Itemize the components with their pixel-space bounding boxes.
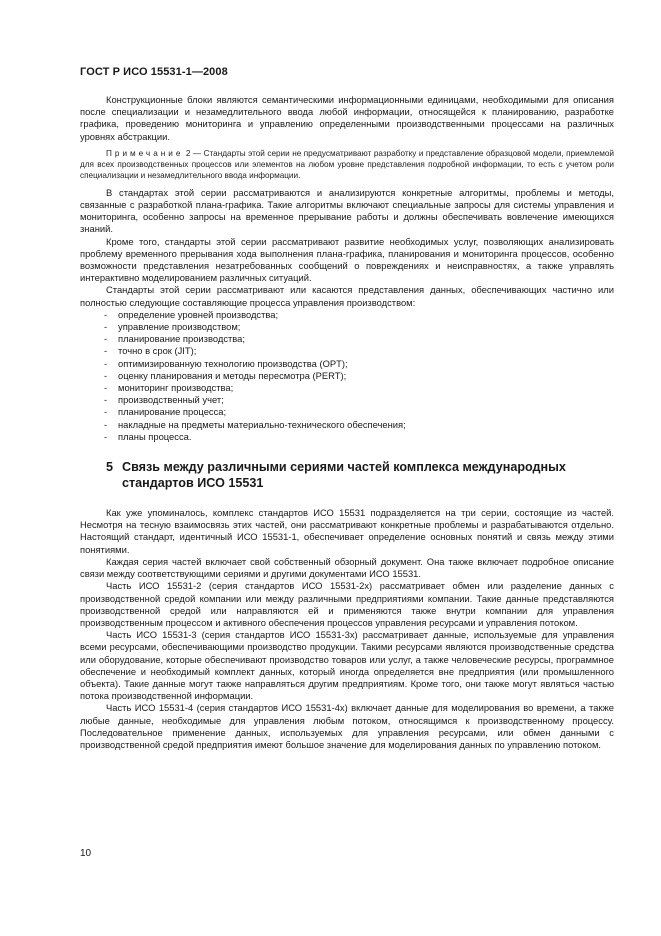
section-title: Связь между различными сериями частей комплекса международных стандартов ИСО 15531: [122, 460, 566, 491]
list-dash: -: [104, 345, 108, 357]
list-dash: -: [104, 418, 108, 430]
list-dash: -: [104, 308, 108, 320]
list-item: - оценку планирования и методы пересмотра (PERT);: [104, 369, 347, 381]
list-dash: -: [104, 406, 108, 418]
paragraph: Как уже упоминалось, комплекс стандартов ИСО 15531 подразделяется на три серии, состоящие из частей. Несмотря на тесную взаимосвязь этих частей, они рассматривают конкретные проблемы и разрабатываются отдельно. Настоящий стандарт, идентичный ИСО 15531-1, обеспечивает определение основных понятий и связь между этими понятиями.: [80, 507, 614, 555]
paragraph: Часть ИСО 15531-2 (серия стандартов ИСО 15531-2х) рассматривает обмен или разделение данных с производственной средой компании или между различными предприятиями компании. Такие данные представляются производственной средой или направляются ей и применяются также внутри компании для управления производственным процессом и активного обеспечения процессов управления ресурсами и управления потоком.: [80, 580, 614, 628]
note-text: 2 — Стандарты этой серии не предусматривают разработку и представление образцовой модели, приемлемой для всех производственных процессов или элементов на любом уровне представления подробной информации, то есть с учетом роли специализации и незамедлительного ввода информации.: [80, 148, 614, 180]
section-number: 5: [106, 460, 114, 475]
page-number: 10: [80, 848, 92, 859]
list-item: - управление производством;: [104, 321, 241, 333]
list-dash: -: [104, 430, 108, 442]
process-list: [80, 309, 614, 443]
list-item: - накладные на предметы материально-технического обеспечения;: [104, 418, 406, 430]
body-text: [80, 94, 614, 751]
list-dash: -: [104, 321, 108, 333]
list-item: - производственный учет;: [104, 394, 224, 406]
list-item: - оптимизированную технологию производства (OPT);: [104, 357, 348, 369]
standard-header: ГОСТ Р ИСО 15531-1—2008: [80, 66, 228, 78]
paragraph: Стандарты этой серии рассматривают или касаются представления данных, обеспечивающих частично или полностью следующие составляющие процесса управления производством:: [80, 284, 614, 308]
note: [80, 148, 614, 181]
list-item: - планирование производства;: [104, 333, 245, 345]
section-heading: [106, 459, 614, 491]
paragraph: Часть ИСО 15531-3 (серия стандартов ИСО 15531-3х) рассматривает данные, используемые для управления всеми ресурсами, обеспечивающими производство продукции. Такими ресурсами являются производственные средства или оборудование, которые обеспечивают производство товаров или услуг, а также человеческие ресурсы, программное обеспечение и необходимый комплект данных, который иногда определяется вне предприятия (или промышленного объекта). Такие данные могут также направляться другим предприятиям. Кроме того, они также могут являться частью потока производственной информации.: [80, 629, 614, 702]
paragraph: Часть ИСО 15531-4 (серия стандартов ИСО 15531-4х) включает данные для моделирования во времени, а также любые данные, необходимые для управления любым потоком, относящимся к производственному процессу. Последовательное применение данных, используемых для управления ресурсами, или обмен данными с производственной средой предприятия имеют большое значение для моделирования данных по управлению потоком.: [80, 702, 614, 750]
list-dash: -: [104, 357, 108, 369]
list-item: - мониторинг производства;: [104, 382, 234, 394]
paragraph: Кроме того, стандарты этой серии рассматривают развитие необходимых услуг, позволяющих анализировать проблему временного прерывания хода выполнения плана-графика, планирования и мониторинга процессов, особенно возможности представления незатребованных сообщений о повреждениях и неисправностях, а также управлять интерактивно моделированием различных ситуаций.: [80, 235, 614, 284]
note-label: Примечание: [106, 148, 184, 158]
list-dash: -: [104, 333, 108, 345]
paragraph: Конструкционные блоки являются семантическими информационными единицами, необходимыми для описания после специализации и незамедлительного ввода любой информации, относящейся к планированию, разработке графика, проведению мониторинга и управлению определенными производственными процессами на различных уровнях абстракции.: [80, 94, 614, 142]
list-item: - точно в срок (JIT);: [104, 345, 197, 357]
list-dash: -: [104, 394, 108, 406]
list-item: - планы процесса.: [104, 430, 192, 442]
list-dash: -: [104, 382, 108, 394]
list-item: - планирование процесса;: [104, 406, 227, 418]
list-item: - определение уровней производства;: [104, 308, 279, 320]
paragraph: Каждая серия частей включает свой собственный обзорный документ. Она также включает подробное описание связи между соответствующими сериями и другими документами ИСО 15531.: [80, 555, 614, 580]
list-dash: -: [104, 369, 108, 381]
paragraph: В стандартах этой серии рассматриваются и анализируются конкретные алгоритмы, проблемы и методы, связанные с разработкой плана-графика. Такие алгоритмы включают специальные запросы для системы управления и мониторинга, особенно запросы на временное прерывание работы и должны обеспечивать вовлечение имеющихся знаний.: [80, 186, 614, 235]
